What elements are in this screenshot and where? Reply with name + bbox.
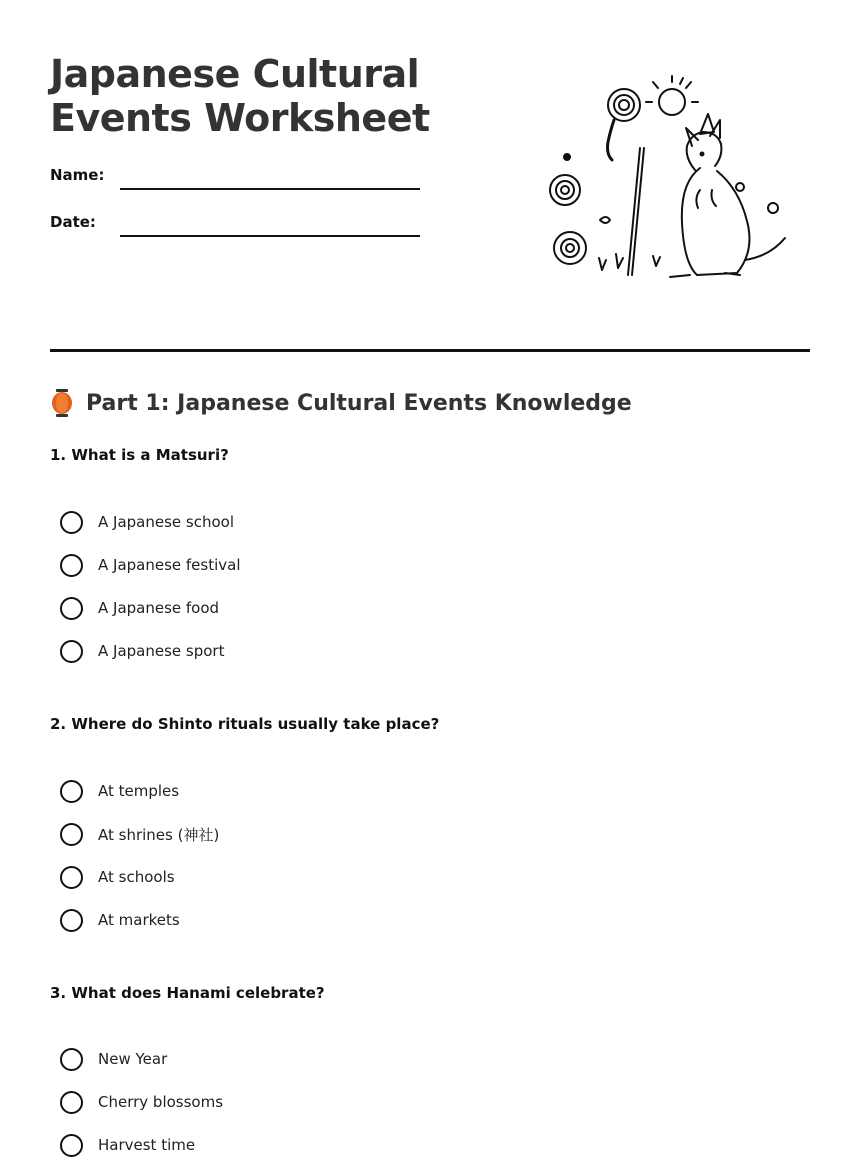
part1-header <box>50 388 632 418</box>
question-3: 3. What does Hanami celebrate? <box>50 984 325 1002</box>
date-line[interactable] <box>120 235 420 237</box>
option-label: New Year <box>98 1050 168 1068</box>
radio-button[interactable] <box>60 1091 83 1114</box>
section-divider <box>50 349 810 352</box>
kangaroo-illustration <box>540 70 790 285</box>
radio-button[interactable] <box>60 640 83 663</box>
option-label: At schools <box>98 868 175 886</box>
radio-button[interactable] <box>60 1048 83 1071</box>
option-q2-a[interactable] <box>60 779 219 803</box>
radio-button[interactable] <box>60 823 83 846</box>
option-q3-b[interactable] <box>60 1090 223 1114</box>
option-label: At shrines (神社) <box>98 825 220 844</box>
option-q1-a[interactable] <box>60 510 241 534</box>
option-label: Cherry blossoms <box>98 1093 224 1111</box>
option-q1-c[interactable] <box>60 596 241 620</box>
radio-button[interactable] <box>60 780 83 803</box>
radio-button[interactable] <box>60 511 83 534</box>
radio-button[interactable] <box>60 866 83 889</box>
radio-button[interactable] <box>60 1134 83 1157</box>
radio-button[interactable] <box>60 909 83 932</box>
title-line-2: Events Worksheet <box>50 96 430 140</box>
question-1: 1. What is a Matsuri? <box>50 446 229 464</box>
option-q2-b[interactable] <box>60 822 219 846</box>
sun-icon <box>659 89 685 115</box>
option-q3-c[interactable] <box>60 1133 223 1157</box>
radio-button[interactable] <box>60 554 83 577</box>
question-3-options <box>60 1047 223 1161</box>
option-label: A Japanese festival <box>98 556 241 574</box>
radio-button[interactable] <box>60 597 83 620</box>
option-label: Harvest time <box>98 1136 196 1154</box>
name-field[interactable] <box>50 166 430 194</box>
title-line-1: Japanese Cultural <box>50 52 420 96</box>
option-label: A Japanese sport <box>98 642 225 660</box>
date-field[interactable] <box>50 213 430 241</box>
question-2-options <box>60 779 219 951</box>
option-q3-a[interactable] <box>60 1047 223 1071</box>
option-q1-b[interactable] <box>60 553 241 577</box>
option-label: A Japanese food <box>98 599 220 617</box>
option-label: At markets <box>98 911 180 929</box>
lantern-icon <box>50 388 74 418</box>
option-q2-d[interactable] <box>60 908 219 932</box>
name-label: Name: <box>50 166 105 184</box>
question-2: 2. Where do Shinto rituals usually take place? <box>50 715 440 733</box>
page-title <box>50 52 470 140</box>
date-label: Date: <box>50 213 96 231</box>
name-line[interactable] <box>120 188 420 190</box>
option-q2-c[interactable] <box>60 865 219 889</box>
part1-title: Part 1: Japanese Cultural Events Knowledge <box>86 390 632 416</box>
option-label: At temples <box>98 782 180 800</box>
option-label: A Japanese school <box>98 513 234 531</box>
question-1-options <box>60 510 241 682</box>
option-q1-d[interactable] <box>60 639 241 663</box>
